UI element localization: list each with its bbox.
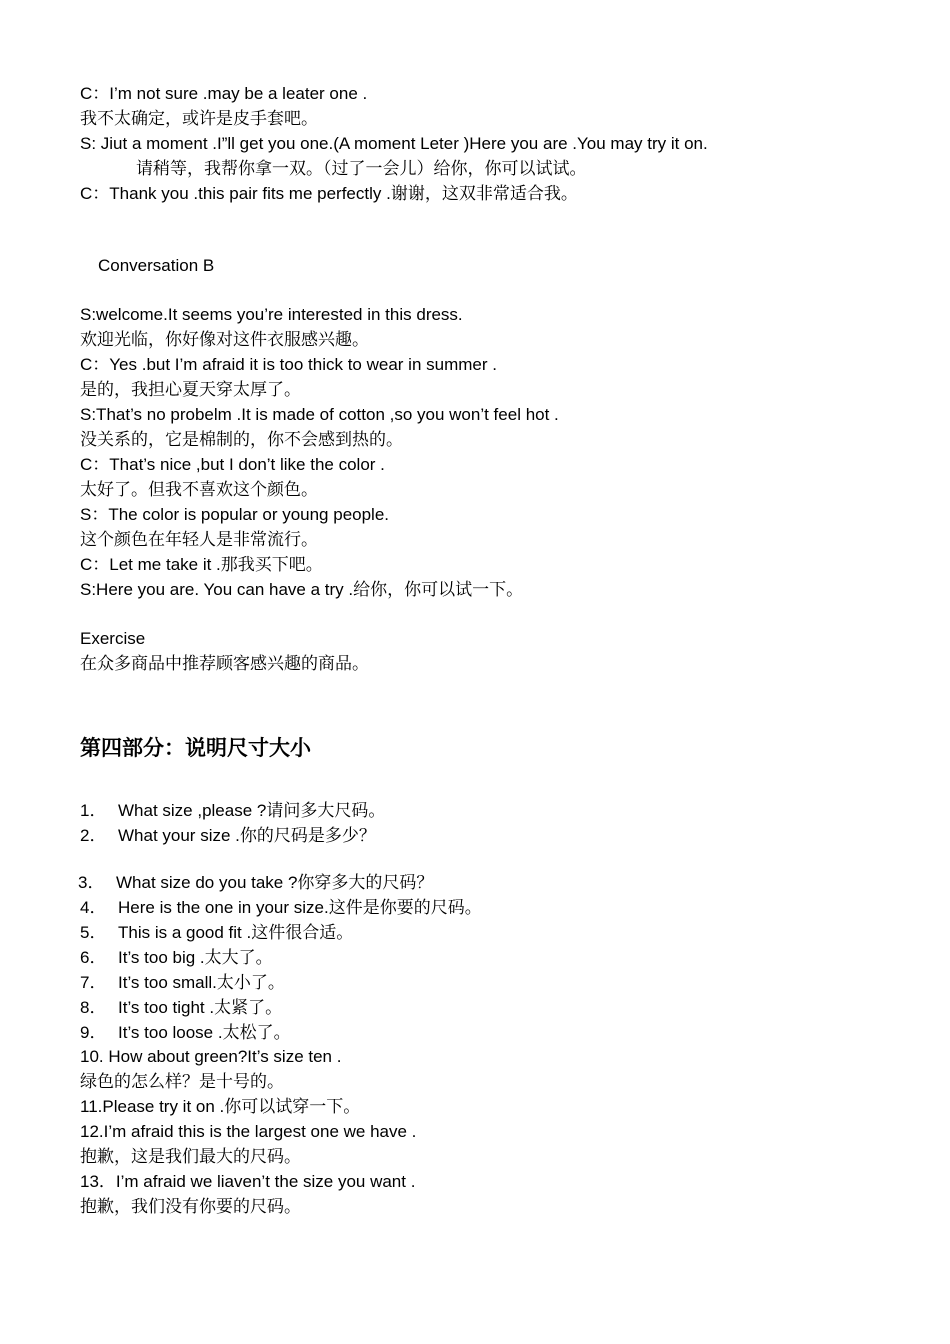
list-item — [80, 896, 482, 920]
exercise-title: Exercise — [80, 629, 146, 648]
list-text: Here is the one in your size.这件是你要的尺码。 — [118, 898, 482, 917]
section-heading: 第四部分：说明尺寸大小 — [80, 737, 311, 760]
list-line: 10. How about green?It’s size ten . — [80, 1047, 342, 1066]
list-text: It’s too small.太小了。 — [118, 973, 285, 992]
list-number: 7． — [80, 973, 107, 992]
dialogue-line: C：Let me take it .那我买下吧。 — [80, 555, 323, 574]
dialogue-line: 请稍等，我帮你拿一双。（过了一会儿）给你，你可以试试。 — [136, 159, 587, 178]
list-item — [80, 971, 285, 995]
dialogue-line: S:Here you are. You can have a try .给你，你可以试一下。 — [80, 580, 524, 599]
list-item — [80, 921, 353, 945]
list-line: 绿色的怎么样？是十号的。 — [80, 1072, 284, 1091]
list-text: It’s too tight .太紧了。 — [118, 998, 283, 1017]
dialogue-line: 没关系的，它是棉制的，你不会感到热的。 — [80, 430, 403, 449]
dialogue-line: C：I’m not sure .may be a leater one . — [80, 84, 368, 103]
list-item — [80, 996, 282, 1020]
list-item — [80, 946, 273, 970]
list-line: 抱歉，这是我们最大的尺码。 — [80, 1147, 301, 1166]
dialogue-line: C：Yes .but I’m afraid it is too thick to wear in summer . — [80, 355, 497, 374]
list-line: 12.I’m afraid this is the largest one we have . — [80, 1122, 417, 1141]
dialogue-line: S:That’s no probelm .It is made of cotton ,so you won’t feel hot . — [80, 405, 559, 424]
dialogue-line: 这个颜色在年轻人是非常流行。 — [80, 530, 318, 549]
list-text: What size ,please ?请问多大尺码。 — [118, 801, 386, 820]
list-number: 9． — [80, 1023, 107, 1042]
list-text: What size do you take ?你穿多大的尺码？ — [116, 873, 434, 892]
dialogue-line: C：That’s nice ,but I don’t like the color . — [80, 455, 385, 474]
list-number: 8． — [80, 998, 107, 1017]
list-number: 6． — [80, 948, 107, 967]
conversation-b-title: Conversation B — [98, 256, 215, 275]
list-number: 4． — [80, 898, 107, 917]
list-line: 13．I’m afraid we liaven’t the size you want . — [80, 1172, 416, 1191]
list-item — [80, 799, 385, 823]
dialogue-line: S: Jiut a moment .I”ll get you one.(A moment Leter )Here you are .You may try it on. — [80, 134, 708, 153]
list-item — [80, 1021, 291, 1045]
dialogue-line: 是的，我担心夏天穿太厚了。 — [80, 380, 301, 399]
dialogue-line: 欢迎光临，你好像对这件衣服感兴趣。 — [80, 330, 369, 349]
dialogue-line: S:welcome.It seems you’re interested in this dress. — [80, 305, 463, 324]
dialogue-line: 我不太确定，或许是皮手套吧。 — [80, 109, 318, 128]
list-number: 2． — [80, 826, 107, 845]
exercise-text: 在众多商品中推荐顾客感兴趣的商品。 — [80, 654, 369, 673]
list-text: What your size .你的尺码是多少？ — [118, 826, 376, 845]
dialogue-line: 太好了。但我不喜欢这个颜色。 — [80, 480, 318, 499]
dialogue-line: C：Thank you .this pair fits me perfectly .谢谢，这双非常适合我。 — [80, 184, 578, 203]
list-line: 抱歉，我们没有你要的尺码。 — [80, 1197, 301, 1216]
list-item — [80, 824, 376, 848]
list-text: It’s too big .太大了。 — [118, 948, 273, 967]
list-text: This is a good fit .这件很合适。 — [118, 923, 354, 942]
list-item — [78, 871, 433, 895]
list-line: 11.Please try it on .你可以试穿一下。 — [80, 1097, 361, 1116]
list-number: 3． — [78, 873, 105, 892]
list-text: It’s too loose .太松了。 — [118, 1023, 291, 1042]
dialogue-line: S：The color is popular or young people. — [80, 505, 390, 524]
list-number: 1． — [80, 801, 107, 820]
list-number: 5． — [80, 923, 107, 942]
